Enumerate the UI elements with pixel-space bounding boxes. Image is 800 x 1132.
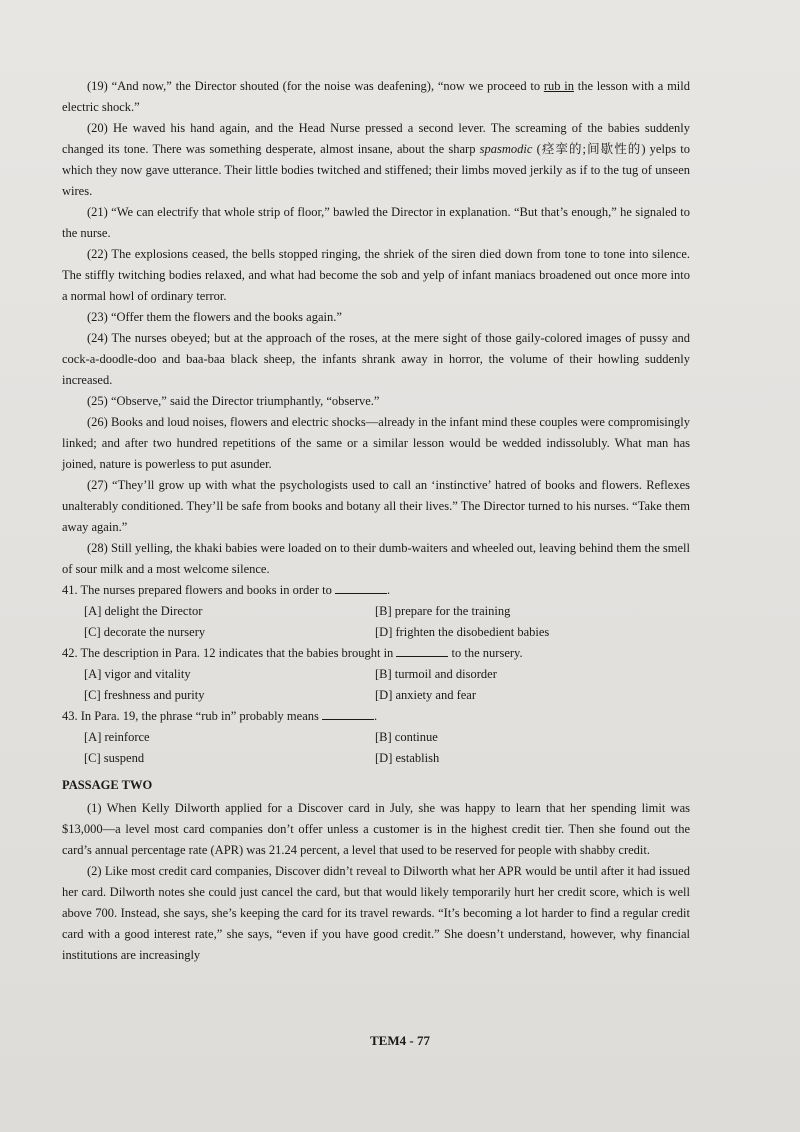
option-b[interactable]: [B] continue [375, 730, 438, 744]
paragraph-19: (19) “And now,” the Director shouted (for the noise was deafening), “now we proceed to rub in the lesson with a mild electric shock.” [62, 79, 690, 114]
paragraph-21: (21) “We can electrify that whole strip of floor,” bawled the Director in explanation. “But that’s enough,” he signaled to the nurse. [62, 205, 690, 240]
answer-blank [335, 581, 387, 594]
paragraph-23: (23) “Offer them the flowers and the books again.” [87, 310, 342, 324]
answer-blank [322, 707, 374, 720]
question-42 [62, 643, 690, 706]
option-d[interactable]: [D] establish [375, 751, 440, 765]
page-footer: TEM4 - 77 [370, 1033, 430, 1048]
paragraph-20: (20) He waved his hand again, and the Head Nurse pressed a second lever. The screaming of the babies suddenly changed its tone. There was something desperate, almost insane, about the sharp spasmodic (痉挛的;间歇性的) yelps to which they now gave utterance. Their little bodies twitched and stiffened; their limbs moved jerkily as if to the tug of unseen wires. [62, 121, 690, 198]
option-c[interactable]: [C] decorate the nursery [84, 625, 206, 639]
passage-two-paragraph-1: (1) When Kelly Dilworth applied for a Discover card in July, she was happy to learn that her spending limit was $13,000—a level most card companies don’t offer unless a customer is in the highest credit tier. Then she found out the card’s annual percentage rate (APR) was 21.24 percent, a level that used to be reserved for people with shabby credit. [62, 801, 690, 857]
underlined-phrase: rub in [543, 79, 574, 93]
passage-two-paragraph-2: (2) Like most credit card companies, Discover didn’t reveal to Dilworth what her APR would be until after it had issued her card. Dilworth notes she could just cancel the card, but that would likely temporarily hurt her credit score, which is well above 700. Instead, she says, she’s keeping the card for its travel rewards. “It’s becoming a lot harder to find a regular credit card with a good interest rate,” she says, “even if you have good credit.” She doesn’t understand, however, why financial institutions are increasingly [62, 864, 690, 962]
paragraph-26: (26) Books and loud noises, flowers and electric shocks—already in the infant mind these couples were compromisingly linked; and after two hundred repetitions of the same or a similar lesson would be wedded indissolubly. What man has joined, nature is powerless to put asunder. [62, 415, 690, 471]
question-stem: 43. In Para. 19, the phrase “rub in” probably means . [62, 709, 378, 723]
answer-blank [396, 644, 448, 657]
paragraph-24: (24) The nurses obeyed; but at the approach of the roses, at the mere sight of those gaily-colored images of pussy and cock-a-doodle-doo and baa-baa black sheep, the infants shrank away in horror, the volume of their howling suddenly increased. [62, 331, 690, 387]
paragraph-22: (22) The explosions ceased, the bells stopped ringing, the shriek of the siren died down from tone to tone into silence. The stiffly twitching bodies relaxed, and what had become the sob and yelp of infant maniacs broadened out once more into a normal howl of ordinary terror. [62, 247, 690, 303]
options [62, 727, 690, 769]
question-stem: 41. The nurses prepared flowers and books in order to . [62, 583, 391, 597]
option-c[interactable]: [C] freshness and purity [84, 688, 205, 702]
paragraph-25: (25) “Observe,” said the Director triumphantly, “observe.” [87, 394, 380, 408]
question-stem: 42. The description in Para. 12 indicates that the babies brought in to the nursery. [62, 646, 523, 660]
question-43 [62, 706, 690, 769]
question-41 [62, 580, 690, 643]
option-a[interactable]: [A] reinforce [84, 730, 150, 744]
italic-term: spasmodic [479, 142, 533, 156]
option-a[interactable]: [A] delight the Director [84, 604, 203, 618]
option-b[interactable]: [B] prepare for the training [375, 604, 511, 618]
paragraph-27: (27) “They’ll grow up with what the psychologists used to call an ‘instinctive’ hatred of books and flowers. Reflexes unalterably conditioned. They’ll be safe from books and botany all their lives.” The Director turned to his nurses. “Take them away again.” [62, 478, 690, 534]
option-c[interactable]: [C] suspend [84, 751, 145, 765]
option-d[interactable]: [D] frighten the disobedient babies [375, 625, 550, 639]
option-d[interactable]: [D] anxiety and fear [375, 688, 476, 702]
paragraph-28: (28) Still yelling, the khaki babies were loaded on to their dumb-waiters and wheeled out, leaving behind them the smell of sour milk and a most welcome silence. [62, 541, 690, 576]
section-title: PASSAGE TWO [62, 778, 153, 792]
option-a[interactable]: [A] vigor and vitality [84, 667, 191, 681]
option-b[interactable]: [B] turmoil and disorder [375, 667, 497, 681]
options [62, 664, 690, 706]
options [62, 601, 690, 643]
